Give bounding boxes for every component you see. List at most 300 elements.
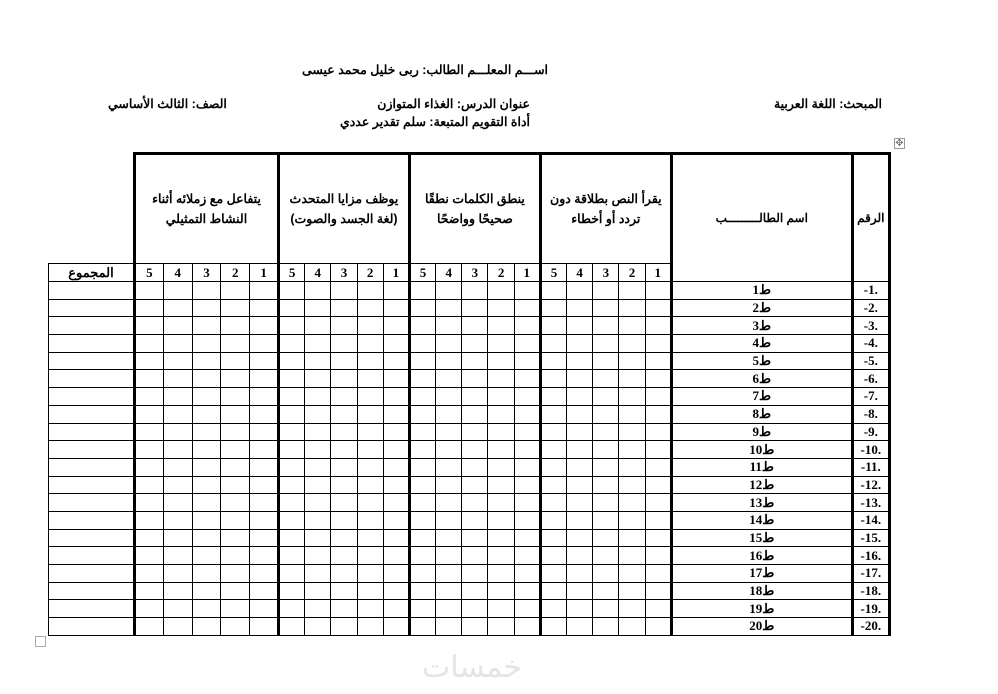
score-cell[interactable] bbox=[488, 476, 514, 494]
score-cell[interactable] bbox=[278, 600, 304, 618]
score-cell[interactable] bbox=[163, 299, 192, 317]
score-cell[interactable] bbox=[540, 529, 566, 547]
score-cell[interactable] bbox=[488, 582, 514, 600]
table-move-handle-icon[interactable]: ✥ bbox=[895, 138, 904, 149]
score-cell[interactable] bbox=[409, 405, 435, 423]
score-cell[interactable] bbox=[250, 582, 279, 600]
score-cell[interactable] bbox=[163, 388, 192, 406]
score-cell[interactable] bbox=[192, 317, 221, 335]
score-cell[interactable] bbox=[540, 565, 566, 583]
score-cell[interactable] bbox=[488, 529, 514, 547]
score-cell[interactable] bbox=[436, 600, 462, 618]
score-cell[interactable] bbox=[221, 441, 250, 459]
score-cell[interactable] bbox=[593, 582, 619, 600]
score-cell[interactable] bbox=[567, 565, 593, 583]
score-cell[interactable] bbox=[619, 547, 645, 565]
score-cell[interactable] bbox=[540, 511, 566, 529]
score-cell[interactable] bbox=[250, 618, 279, 636]
score-cell[interactable] bbox=[514, 618, 540, 636]
score-cell[interactable] bbox=[409, 282, 435, 300]
score-cell[interactable] bbox=[163, 317, 192, 335]
score-cell[interactable] bbox=[514, 299, 540, 317]
score-cell[interactable] bbox=[221, 547, 250, 565]
score-cell[interactable] bbox=[278, 299, 304, 317]
score-cell[interactable] bbox=[567, 317, 593, 335]
score-cell[interactable] bbox=[278, 529, 304, 547]
score-cell[interactable] bbox=[488, 352, 514, 370]
score-cell[interactable] bbox=[278, 476, 304, 494]
score-cell[interactable] bbox=[409, 352, 435, 370]
score-cell[interactable] bbox=[462, 618, 488, 636]
score-cell[interactable] bbox=[357, 458, 383, 476]
score-cell[interactable] bbox=[357, 565, 383, 583]
score-cell[interactable] bbox=[192, 476, 221, 494]
score-cell[interactable] bbox=[645, 282, 671, 300]
score-cell[interactable] bbox=[278, 618, 304, 636]
score-cell[interactable] bbox=[488, 511, 514, 529]
score-cell[interactable] bbox=[357, 529, 383, 547]
score-cell[interactable] bbox=[619, 423, 645, 441]
score-cell[interactable] bbox=[383, 388, 409, 406]
score-cell[interactable] bbox=[619, 565, 645, 583]
score-cell[interactable] bbox=[645, 547, 671, 565]
score-cell[interactable] bbox=[192, 582, 221, 600]
score-cell[interactable] bbox=[135, 600, 164, 618]
score-cell[interactable] bbox=[593, 388, 619, 406]
score-cell[interactable] bbox=[436, 317, 462, 335]
score-cell[interactable] bbox=[192, 511, 221, 529]
score-cell[interactable] bbox=[278, 317, 304, 335]
score-cell[interactable] bbox=[221, 388, 250, 406]
score-cell[interactable] bbox=[357, 370, 383, 388]
score-cell[interactable] bbox=[250, 317, 279, 335]
score-cell[interactable] bbox=[278, 441, 304, 459]
score-cell[interactable] bbox=[357, 352, 383, 370]
score-cell[interactable] bbox=[567, 405, 593, 423]
score-cell[interactable] bbox=[462, 547, 488, 565]
score-cell[interactable] bbox=[488, 618, 514, 636]
score-cell[interactable] bbox=[331, 618, 357, 636]
score-cell[interactable] bbox=[278, 335, 304, 353]
score-cell[interactable] bbox=[192, 405, 221, 423]
score-cell[interactable] bbox=[383, 441, 409, 459]
score-cell[interactable] bbox=[221, 352, 250, 370]
score-cell[interactable] bbox=[409, 600, 435, 618]
score-cell[interactable] bbox=[436, 476, 462, 494]
score-cell[interactable] bbox=[357, 618, 383, 636]
score-cell[interactable] bbox=[409, 335, 435, 353]
score-cell[interactable] bbox=[540, 441, 566, 459]
score-cell[interactable] bbox=[135, 618, 164, 636]
score-cell[interactable] bbox=[383, 582, 409, 600]
score-cell[interactable] bbox=[488, 299, 514, 317]
score-cell[interactable] bbox=[462, 370, 488, 388]
score-cell[interactable] bbox=[514, 423, 540, 441]
score-cell[interactable] bbox=[514, 582, 540, 600]
score-cell[interactable] bbox=[135, 335, 164, 353]
score-cell[interactable] bbox=[619, 282, 645, 300]
score-cell[interactable] bbox=[645, 317, 671, 335]
score-cell[interactable] bbox=[488, 423, 514, 441]
score-cell[interactable] bbox=[331, 282, 357, 300]
score-cell[interactable] bbox=[383, 458, 409, 476]
score-cell[interactable] bbox=[514, 388, 540, 406]
score-cell[interactable] bbox=[383, 405, 409, 423]
score-cell[interactable] bbox=[567, 441, 593, 459]
score-cell[interactable] bbox=[163, 600, 192, 618]
total-cell[interactable] bbox=[49, 476, 135, 494]
score-cell[interactable] bbox=[462, 352, 488, 370]
score-cell[interactable] bbox=[645, 529, 671, 547]
score-cell[interactable] bbox=[593, 529, 619, 547]
score-cell[interactable] bbox=[436, 565, 462, 583]
score-cell[interactable] bbox=[462, 282, 488, 300]
score-cell[interactable] bbox=[250, 352, 279, 370]
score-cell[interactable] bbox=[488, 282, 514, 300]
score-cell[interactable] bbox=[488, 494, 514, 512]
score-cell[interactable] bbox=[221, 458, 250, 476]
score-cell[interactable] bbox=[331, 388, 357, 406]
score-cell[interactable] bbox=[163, 458, 192, 476]
score-cell[interactable] bbox=[163, 352, 192, 370]
score-cell[interactable] bbox=[462, 529, 488, 547]
score-cell[interactable] bbox=[278, 511, 304, 529]
score-cell[interactable] bbox=[357, 317, 383, 335]
score-cell[interactable] bbox=[305, 458, 331, 476]
score-cell[interactable] bbox=[192, 423, 221, 441]
score-cell[interactable] bbox=[462, 388, 488, 406]
score-cell[interactable] bbox=[619, 511, 645, 529]
score-cell[interactable] bbox=[163, 582, 192, 600]
score-cell[interactable] bbox=[305, 600, 331, 618]
score-cell[interactable] bbox=[135, 370, 164, 388]
score-cell[interactable] bbox=[331, 352, 357, 370]
score-cell[interactable] bbox=[567, 529, 593, 547]
score-cell[interactable] bbox=[331, 299, 357, 317]
total-cell[interactable] bbox=[49, 388, 135, 406]
score-cell[interactable] bbox=[593, 441, 619, 459]
score-cell[interactable] bbox=[383, 600, 409, 618]
score-cell[interactable] bbox=[488, 441, 514, 459]
score-cell[interactable] bbox=[436, 335, 462, 353]
score-cell[interactable] bbox=[593, 476, 619, 494]
score-cell[interactable] bbox=[645, 388, 671, 406]
score-cell[interactable] bbox=[250, 423, 279, 441]
score-cell[interactable] bbox=[619, 582, 645, 600]
score-cell[interactable] bbox=[357, 335, 383, 353]
score-cell[interactable] bbox=[593, 282, 619, 300]
score-cell[interactable] bbox=[221, 582, 250, 600]
score-cell[interactable] bbox=[135, 511, 164, 529]
score-cell[interactable] bbox=[619, 299, 645, 317]
score-cell[interactable] bbox=[462, 511, 488, 529]
score-cell[interactable] bbox=[619, 618, 645, 636]
score-cell[interactable] bbox=[331, 511, 357, 529]
score-cell[interactable] bbox=[567, 335, 593, 353]
score-cell[interactable] bbox=[383, 529, 409, 547]
score-cell[interactable] bbox=[514, 335, 540, 353]
table-resize-handle-icon[interactable] bbox=[35, 636, 46, 647]
score-cell[interactable] bbox=[357, 388, 383, 406]
total-cell[interactable] bbox=[49, 529, 135, 547]
score-cell[interactable] bbox=[278, 582, 304, 600]
score-cell[interactable] bbox=[357, 494, 383, 512]
score-cell[interactable] bbox=[462, 441, 488, 459]
score-cell[interactable] bbox=[514, 405, 540, 423]
total-cell[interactable] bbox=[49, 565, 135, 583]
score-cell[interactable] bbox=[436, 282, 462, 300]
score-cell[interactable] bbox=[331, 565, 357, 583]
score-cell[interactable] bbox=[593, 317, 619, 335]
score-cell[interactable] bbox=[540, 317, 566, 335]
total-cell[interactable] bbox=[49, 441, 135, 459]
score-cell[interactable] bbox=[514, 565, 540, 583]
total-cell[interactable] bbox=[49, 618, 135, 636]
score-cell[interactable] bbox=[409, 388, 435, 406]
score-cell[interactable] bbox=[192, 565, 221, 583]
score-cell[interactable] bbox=[135, 423, 164, 441]
score-cell[interactable] bbox=[619, 441, 645, 459]
score-cell[interactable] bbox=[305, 352, 331, 370]
score-cell[interactable] bbox=[462, 600, 488, 618]
score-cell[interactable] bbox=[331, 582, 357, 600]
score-cell[interactable] bbox=[192, 282, 221, 300]
score-cell[interactable] bbox=[619, 335, 645, 353]
score-cell[interactable] bbox=[221, 317, 250, 335]
score-cell[interactable] bbox=[567, 299, 593, 317]
score-cell[interactable] bbox=[619, 370, 645, 388]
score-cell[interactable] bbox=[383, 317, 409, 335]
score-cell[interactable] bbox=[540, 388, 566, 406]
score-cell[interactable] bbox=[331, 458, 357, 476]
score-cell[interactable] bbox=[331, 317, 357, 335]
score-cell[interactable] bbox=[567, 476, 593, 494]
score-cell[interactable] bbox=[250, 458, 279, 476]
score-cell[interactable] bbox=[221, 565, 250, 583]
score-cell[interactable] bbox=[436, 547, 462, 565]
score-cell[interactable] bbox=[305, 476, 331, 494]
score-cell[interactable] bbox=[305, 494, 331, 512]
total-cell[interactable] bbox=[49, 547, 135, 565]
score-cell[interactable] bbox=[357, 423, 383, 441]
score-cell[interactable] bbox=[192, 441, 221, 459]
score-cell[interactable] bbox=[645, 335, 671, 353]
score-cell[interactable] bbox=[567, 370, 593, 388]
score-cell[interactable] bbox=[278, 494, 304, 512]
score-cell[interactable] bbox=[278, 547, 304, 565]
total-cell[interactable] bbox=[49, 352, 135, 370]
score-cell[interactable] bbox=[221, 299, 250, 317]
score-cell[interactable] bbox=[593, 511, 619, 529]
score-cell[interactable] bbox=[192, 352, 221, 370]
score-cell[interactable] bbox=[383, 423, 409, 441]
score-cell[interactable] bbox=[221, 529, 250, 547]
score-cell[interactable] bbox=[593, 618, 619, 636]
score-cell[interactable] bbox=[409, 547, 435, 565]
score-cell[interactable] bbox=[135, 529, 164, 547]
score-cell[interactable] bbox=[221, 335, 250, 353]
score-cell[interactable] bbox=[305, 388, 331, 406]
score-cell[interactable] bbox=[488, 600, 514, 618]
score-cell[interactable] bbox=[593, 352, 619, 370]
total-cell[interactable] bbox=[49, 582, 135, 600]
score-cell[interactable] bbox=[135, 565, 164, 583]
score-cell[interactable] bbox=[192, 547, 221, 565]
score-cell[interactable] bbox=[357, 282, 383, 300]
score-cell[interactable] bbox=[357, 511, 383, 529]
score-cell[interactable] bbox=[567, 282, 593, 300]
score-cell[interactable] bbox=[383, 352, 409, 370]
score-cell[interactable] bbox=[619, 494, 645, 512]
score-cell[interactable] bbox=[619, 352, 645, 370]
score-cell[interactable] bbox=[540, 618, 566, 636]
score-cell[interactable] bbox=[540, 600, 566, 618]
score-cell[interactable] bbox=[462, 458, 488, 476]
score-cell[interactable] bbox=[436, 618, 462, 636]
score-cell[interactable] bbox=[250, 529, 279, 547]
score-cell[interactable] bbox=[593, 370, 619, 388]
score-cell[interactable] bbox=[540, 582, 566, 600]
score-cell[interactable] bbox=[436, 423, 462, 441]
score-cell[interactable] bbox=[567, 494, 593, 512]
score-cell[interactable] bbox=[462, 335, 488, 353]
score-cell[interactable] bbox=[135, 582, 164, 600]
score-cell[interactable] bbox=[163, 335, 192, 353]
score-cell[interactable] bbox=[567, 582, 593, 600]
score-cell[interactable] bbox=[514, 529, 540, 547]
score-cell[interactable] bbox=[357, 299, 383, 317]
score-cell[interactable] bbox=[135, 547, 164, 565]
score-cell[interactable] bbox=[278, 370, 304, 388]
score-cell[interactable] bbox=[135, 405, 164, 423]
score-cell[interactable] bbox=[305, 282, 331, 300]
score-cell[interactable] bbox=[305, 565, 331, 583]
score-cell[interactable] bbox=[250, 370, 279, 388]
score-cell[interactable] bbox=[135, 282, 164, 300]
score-cell[interactable] bbox=[619, 405, 645, 423]
score-cell[interactable] bbox=[250, 299, 279, 317]
score-cell[interactable] bbox=[645, 352, 671, 370]
score-cell[interactable] bbox=[250, 405, 279, 423]
score-cell[interactable] bbox=[135, 352, 164, 370]
score-cell[interactable] bbox=[619, 600, 645, 618]
score-cell[interactable] bbox=[540, 352, 566, 370]
score-cell[interactable] bbox=[250, 565, 279, 583]
score-cell[interactable] bbox=[305, 299, 331, 317]
score-cell[interactable] bbox=[619, 476, 645, 494]
score-cell[interactable] bbox=[383, 282, 409, 300]
score-cell[interactable] bbox=[645, 441, 671, 459]
score-cell[interactable] bbox=[278, 405, 304, 423]
score-cell[interactable] bbox=[192, 335, 221, 353]
score-cell[interactable] bbox=[514, 441, 540, 459]
score-cell[interactable] bbox=[192, 299, 221, 317]
score-cell[interactable] bbox=[645, 618, 671, 636]
score-cell[interactable] bbox=[488, 565, 514, 583]
score-cell[interactable] bbox=[514, 282, 540, 300]
score-cell[interactable] bbox=[163, 547, 192, 565]
score-cell[interactable] bbox=[645, 494, 671, 512]
total-cell[interactable] bbox=[49, 458, 135, 476]
score-cell[interactable] bbox=[250, 476, 279, 494]
score-cell[interactable] bbox=[645, 458, 671, 476]
score-cell[interactable] bbox=[383, 494, 409, 512]
score-cell[interactable] bbox=[192, 618, 221, 636]
score-cell[interactable] bbox=[645, 370, 671, 388]
score-cell[interactable] bbox=[567, 423, 593, 441]
score-cell[interactable] bbox=[488, 370, 514, 388]
score-cell[interactable] bbox=[135, 494, 164, 512]
score-cell[interactable] bbox=[163, 511, 192, 529]
score-cell[interactable] bbox=[383, 618, 409, 636]
score-cell[interactable] bbox=[250, 600, 279, 618]
score-cell[interactable] bbox=[540, 423, 566, 441]
score-cell[interactable] bbox=[567, 388, 593, 406]
score-cell[interactable] bbox=[462, 565, 488, 583]
score-cell[interactable] bbox=[383, 335, 409, 353]
score-cell[interactable] bbox=[357, 547, 383, 565]
score-cell[interactable] bbox=[250, 335, 279, 353]
score-cell[interactable] bbox=[163, 529, 192, 547]
total-cell[interactable] bbox=[49, 494, 135, 512]
score-cell[interactable] bbox=[383, 476, 409, 494]
score-cell[interactable] bbox=[645, 582, 671, 600]
score-cell[interactable] bbox=[163, 565, 192, 583]
score-cell[interactable] bbox=[278, 282, 304, 300]
score-cell[interactable] bbox=[462, 299, 488, 317]
score-cell[interactable] bbox=[409, 317, 435, 335]
score-cell[interactable] bbox=[462, 405, 488, 423]
score-cell[interactable] bbox=[514, 511, 540, 529]
score-cell[interactable] bbox=[567, 458, 593, 476]
score-cell[interactable] bbox=[488, 458, 514, 476]
score-cell[interactable] bbox=[514, 600, 540, 618]
score-cell[interactable] bbox=[540, 547, 566, 565]
score-cell[interactable] bbox=[331, 529, 357, 547]
score-cell[interactable] bbox=[540, 458, 566, 476]
score-cell[interactable] bbox=[645, 600, 671, 618]
score-cell[interactable] bbox=[567, 618, 593, 636]
score-cell[interactable] bbox=[383, 370, 409, 388]
score-cell[interactable] bbox=[593, 494, 619, 512]
score-cell[interactable] bbox=[305, 423, 331, 441]
score-cell[interactable] bbox=[305, 335, 331, 353]
score-cell[interactable] bbox=[645, 423, 671, 441]
score-cell[interactable] bbox=[514, 352, 540, 370]
score-cell[interactable] bbox=[163, 494, 192, 512]
score-cell[interactable] bbox=[305, 582, 331, 600]
score-cell[interactable] bbox=[250, 494, 279, 512]
score-cell[interactable] bbox=[488, 547, 514, 565]
score-cell[interactable] bbox=[436, 529, 462, 547]
score-cell[interactable] bbox=[488, 335, 514, 353]
total-cell[interactable] bbox=[49, 317, 135, 335]
score-cell[interactable] bbox=[540, 476, 566, 494]
score-cell[interactable] bbox=[436, 441, 462, 459]
score-cell[interactable] bbox=[514, 476, 540, 494]
score-cell[interactable] bbox=[357, 405, 383, 423]
total-cell[interactable] bbox=[49, 299, 135, 317]
total-cell[interactable] bbox=[49, 423, 135, 441]
score-cell[interactable] bbox=[645, 476, 671, 494]
score-cell[interactable] bbox=[514, 547, 540, 565]
score-cell[interactable] bbox=[383, 299, 409, 317]
score-cell[interactable] bbox=[221, 494, 250, 512]
score-cell[interactable] bbox=[383, 511, 409, 529]
score-cell[interactable] bbox=[619, 388, 645, 406]
score-cell[interactable] bbox=[409, 441, 435, 459]
score-cell[interactable] bbox=[163, 618, 192, 636]
